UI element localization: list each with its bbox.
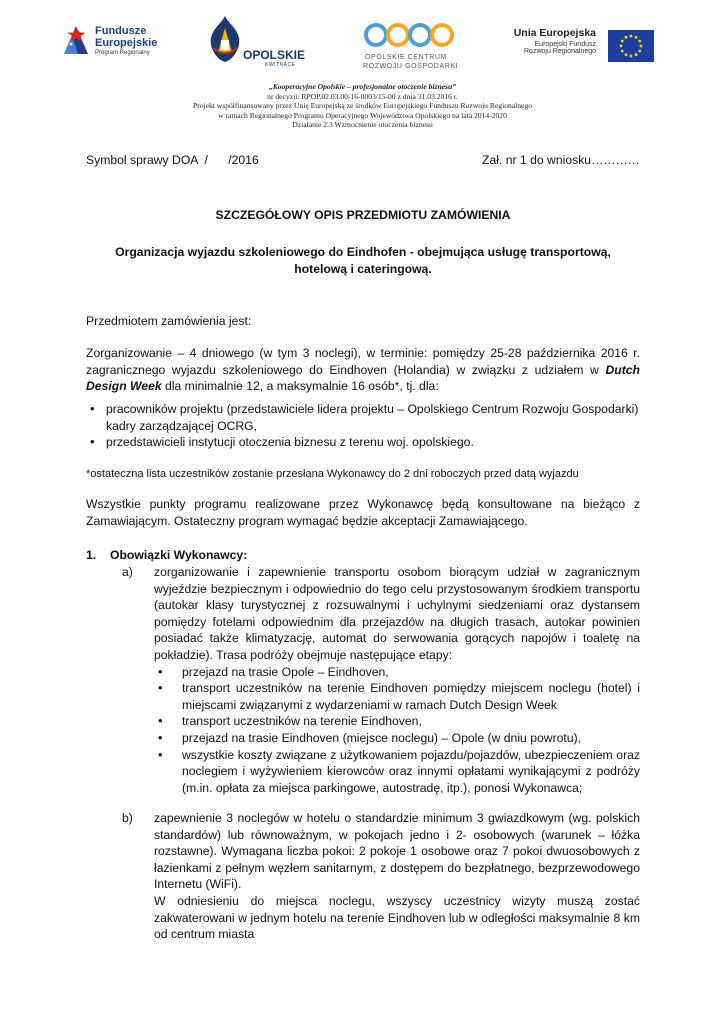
unia-europejska-logo <box>512 14 662 70</box>
ue-line3: Rozwoju Regionalnego <box>524 48 596 56</box>
opolskie-emblem-icon <box>203 14 247 64</box>
program-info: w ramach Regionalnego Programu Operacyjnego Województwa Opolskiego na lata 2014-2020 <box>218 110 507 120</box>
participants-list <box>86 401 640 451</box>
list-item: • przejazd na trasie Opole – Eindhoven, <box>154 664 640 681</box>
route-stages-list <box>154 664 640 797</box>
section-1-number: 1. <box>86 548 97 562</box>
ue-line1: Unia Europejska <box>513 27 596 39</box>
project-name: „Kooperacyjne Opolskie – profesjonalne otoczenie biznesu” <box>268 82 457 91</box>
item-a-text: zorganizowanie i zapewnienie transportu osobom biorącym udział w zagranicznym wyjeździe bezpiecznym i odpowiednio do tego celu przystosowanym środkiem transportu (autokar klasy turystycznej z rozsuwalnymi i uchylnymi siedzeniami oraz dystansem pomiędzy fotelami odpowiednim dla przejazdów na długich trasach, autokar powinien posiadać także klimatyzację, automat do serwowania gorących napojów i toaletę na pokładzie). Trasa podróży obejmuje następujące etapy: <box>154 565 640 662</box>
scope-text-a: Zorganizowanie – 4 dniowego (w tym 3 noclegi), w terminie: pomiędzy 25-28 października 2016 r. zagranicznego wyjazdu szkoleniowego do Eindhoven (Holandia) w związku z udziałem w <box>86 346 640 377</box>
ocrg-line1: OPOLSKIE CENTRUM <box>365 54 447 61</box>
item-a-label: a) <box>122 565 133 579</box>
measure-info: Działanie 2.3 Wzmocnienie otoczenia biznesu <box>292 120 433 130</box>
list-item: • przedstawicieli instytucji otoczenia biznesu z terenu woj. opolskiego. <box>86 434 640 451</box>
list-item: • pracowników projektu (przedstawiciele lidera projektu – Opolskiego Centrum Rozwoju Gospodarki) kadry zarządzającej OCRG, <box>86 401 640 434</box>
funding-info: Projekt współfinansowany przez Unię Europejską ze środków Europejskiego Funduszu Rozwoju Regionalnego <box>192 101 533 111</box>
fe-line3: Program Regionalny <box>95 50 150 57</box>
document-title: SZCZEGÓŁOWY OPIS PRZEDMIOTU ZAMÓWIENIA <box>215 208 511 222</box>
paragraph-scope <box>86 345 640 395</box>
attachment-ref: Zał. nr 1 do wniosku………… <box>482 153 640 167</box>
footnote: *ostateczna lista uczestników zostanie przesłana Wykonawcy do 2 dni roboczych przed datą wyjazdu <box>86 468 579 480</box>
project-header-info <box>0 82 725 130</box>
decision-number: nr decyzji: RPOP.02.03.00-16-0003/15-00 z dnia 31.03.2016 r. <box>267 91 458 101</box>
fe-emblem-icon <box>62 24 92 56</box>
item-b-label: b) <box>122 811 133 825</box>
fundusze-europejskie-logo <box>62 14 172 70</box>
ue-line2: Europejski Fundusz <box>534 41 596 49</box>
dutch-design-week-emphasis: Dutch Design Week <box>86 362 640 394</box>
fe-line1: Fundusze <box>95 25 147 37</box>
intro-text: Przedmiotem zamówienia jest: <box>86 314 252 328</box>
paragraph-consultation: Wszystkie punkty programu realizowane przez Wykonawcę będą konsultowane na bieżąco z Zamawiającym. Ostateczny program wymagać będzie akceptacji Zamawiającego. <box>86 497 640 528</box>
list-item: • transport uczestników na terenie Eindhoven, <box>154 713 640 730</box>
document-subtitle <box>86 244 640 277</box>
ocrg-logo <box>355 14 465 70</box>
list-item: • przejazd na trasie Eindhoven (miejsce noclegu) – Opole (w dniu powrotu), <box>154 730 640 747</box>
logo-strip <box>0 14 725 74</box>
section-1-title: Obowiązki Wykonawcy: <box>110 548 248 562</box>
item-b-text: zapewnienie 3 noclegów w hotelu o standardzie minimum 3 gwiazdkowym (wg. polskich standardów) lub równoważnym, w pokojach jedno i 2- osobowych (warunek – łóżka rozstawne). Wymagana liczba pokoi: 2 pokoje 1 osobowe oraz 7 pokoi dwuosobowych z łazienkami z pełnym węzłem sanitarnym, z dostępem do bezpłatnego, bezprzewodowego Internetu (WiFi). <box>154 811 640 892</box>
subtitle-line1: Organizacja wyjazdu szkoleniowego do Eindhofen - obejmująca usługę transportową, <box>115 245 611 259</box>
eu-flag-icon <box>608 30 654 62</box>
list-item: • transport uczestników na terenie Eindhoven pomiędzy miejscem noclegu (hotel) i miejscami związanymi z wydarzeniami w ramach Dutch Design Week <box>154 680 640 713</box>
opolskie-tag: KWITNĄCE <box>265 62 296 68</box>
fe-line2: Europejskie <box>95 36 158 49</box>
scope-text-b: dla minimalnie 12, a maksymalnie 16 osób*, tj. dla: <box>161 379 439 394</box>
symbol-line <box>86 152 640 169</box>
opolskie-name: OPOLSKIE <box>243 48 306 62</box>
ocrg-line2: ROZWOJU GOSPODARKI <box>363 63 459 70</box>
item-b-text2: W odniesieniu do miejsca noclegu, wszyscy uczestnicy wizyty muszą zostać zakwaterowani w jednym hotelu na terenie Eindhoven lub w odległości maksymalnie 8 km od centrum miasta <box>154 893 640 942</box>
subtitle-line2: hotelową i cateringową. <box>294 261 432 276</box>
opolskie-logo <box>203 14 313 70</box>
item-a <box>120 564 640 796</box>
section-1-heading <box>86 547 640 564</box>
case-symbol: Symbol sprawy DOA / /2016 <box>86 153 259 167</box>
item-b <box>120 810 640 943</box>
ocrg-rings-icon <box>362 20 458 50</box>
list-item: • wszystkie koszty związane z użytkowaniem pojazdu/pojazdów, ubezpieczeniem oraz noclegiem i wyżywieniem kierowców oraz innymi opłatami wynikającymi z podróży (m.in. opłata za miejsca parkingowe, autostradę, itp.), ponosi Wykonawca; <box>154 747 640 797</box>
